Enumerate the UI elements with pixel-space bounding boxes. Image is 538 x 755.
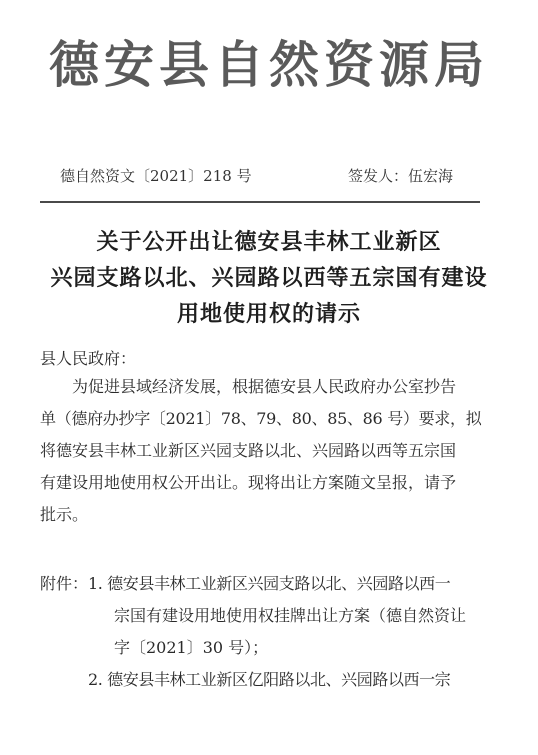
document-title xyxy=(0,224,538,332)
salutation: 县人民政府： xyxy=(40,349,137,368)
organization-title: 德安县自然资源局 xyxy=(49,35,489,94)
title-line-2: 兴园支路以北、兴园路以西等五宗国有建设 xyxy=(50,265,488,291)
attachment-2-line-1: 2. 德安县丰林工业新区亿阳路以北、兴园路以西一宗 xyxy=(88,670,451,689)
paragraph-line-4: 有建设用地使用权公开出让。现将出让方案随文呈报，请予 xyxy=(40,473,457,492)
attachment-1-line-1: 1. 德安县丰林工业新区兴园支路以北、兴园路以西一 xyxy=(88,574,451,593)
attachment-1-line-3: 字〔2021〕30 号）； xyxy=(114,638,269,657)
issuer: 签发人：伍宏海 xyxy=(348,167,454,185)
attachments-label: 附件： xyxy=(40,574,89,593)
paragraph-line-2: 单（德府办抄字〔2021〕78、79、80、85、86 号）要求，拟 xyxy=(40,409,482,428)
header-divider xyxy=(40,201,480,203)
paragraph-line-5: 批示。 xyxy=(40,505,89,524)
paragraph-line-3: 将德安县丰林工业新区兴园支路以北、兴园路以西等五宗国 xyxy=(40,441,457,460)
title-line-3: 用地使用权的请示 xyxy=(176,301,361,327)
document-number: 德自然资文〔2021〕218 号 xyxy=(60,167,252,185)
title-line-1: 关于公开出让德安县丰林工业新区 xyxy=(96,229,442,255)
attachment-1-line-2: 宗国有建设用地使用权挂牌出让方案（德自然资让 xyxy=(114,606,467,625)
paragraph-line-1: 为促进县域经济发展，根据德安县人民政府办公室抄告 xyxy=(72,377,457,396)
